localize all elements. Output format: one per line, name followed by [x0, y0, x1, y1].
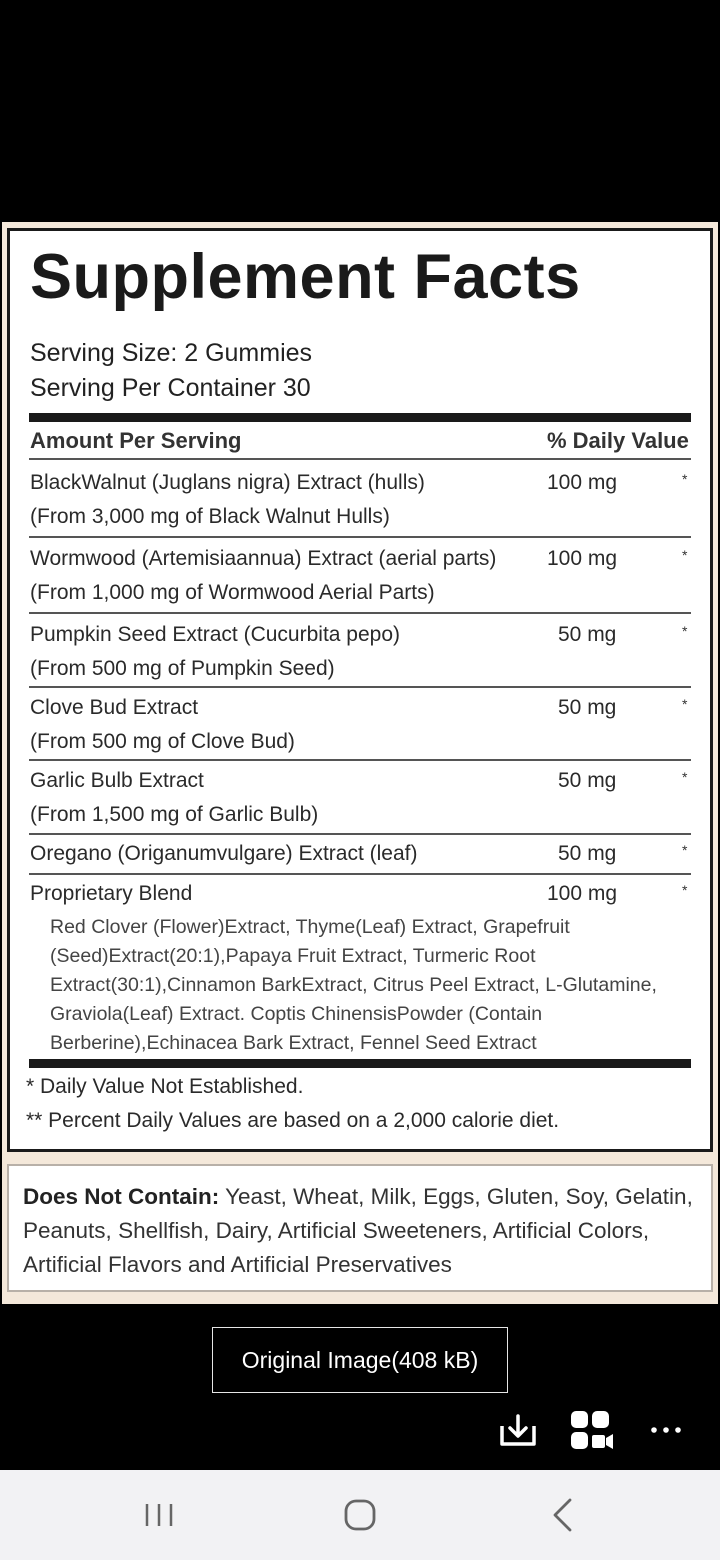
original-image-button[interactable]: Original Image(408 kB): [212, 1327, 508, 1393]
supplement-facts-panel: [7, 228, 713, 1152]
divider: [29, 458, 691, 460]
divider: [29, 833, 691, 835]
allergen-statement: [23, 1180, 713, 1282]
header-daily-value: % Daily Value: [547, 428, 689, 453]
footnote: * Daily Value Not Established.: [26, 1075, 304, 1098]
ingredient-amount: 100 mg: [547, 547, 618, 570]
divider-thick: [29, 413, 691, 422]
product-label-photo: [2, 222, 718, 1304]
servings-per-container: Serving Per Container 30: [30, 374, 311, 402]
daily-value-mark: *: [682, 769, 688, 785]
daily-value-mark: *: [682, 842, 688, 858]
allergen-list: Yeast, Wheat, Milk, Eggs, Gluten, Soy, Gelatin, Peanuts, Shellfish, Dairy, Artificial Sweeteners, Artificial Colors, Artificial Flavors and Artificial Preservatives: [23, 1184, 693, 1277]
ingredient-source: (From 3,000 mg of Black Walnut Hulls): [30, 505, 390, 528]
ingredient-source: (From 500 mg of Clove Bud): [30, 730, 295, 753]
ingredient-amount: 50 mg: [558, 842, 617, 865]
proprietary-blend-ingredients: Red Clover (Flower)Extract, Thyme(Leaf) Extract, Grapefruit (Seed)Extract(20:1),Papaya Fruit Extract, Turmeric Root Extract(30:1),Cinnamon BarkExtract, Citrus Peel Extract, L-Glutamine, Graviola(Leaf) Extract. Coptis ChinensisPowder (Contain Berberine),Echinacea Bark Extract, Fennel Seed Extract: [50, 916, 657, 1054]
divider: [29, 759, 691, 761]
header-amount-per-serving: Amount Per Serving: [30, 428, 242, 453]
ingredient-name: Pumpkin Seed Extract (Cucurbita pepo): [30, 623, 401, 646]
daily-value-mark: *: [682, 696, 688, 712]
divider-thick: [29, 1059, 691, 1068]
recent-apps-icon[interactable]: [134, 1490, 184, 1540]
download-icon[interactable]: [496, 1408, 540, 1452]
ingredient-amount: 50 mg: [558, 769, 617, 792]
ingredient-name: Clove Bud Extract: [30, 696, 199, 719]
label-title: Supplement Facts: [30, 242, 581, 312]
divider: [29, 873, 691, 875]
divider: [29, 686, 691, 688]
ingredient-name: Garlic Bulb Extract: [30, 769, 204, 792]
ingredient-amount: 100 mg: [547, 882, 618, 905]
system-navigation-bar: [0, 1470, 720, 1560]
gallery-video-icon[interactable]: [568, 1408, 612, 1452]
daily-value-mark: *: [682, 547, 688, 563]
ingredient-name: BlackWalnut (Juglans nigra) Extract (hulls): [30, 471, 425, 494]
ingredient-name: Wormwood (Artemisiaannua) Extract (aerial parts): [30, 547, 497, 570]
ingredient-amount: 50 mg: [558, 696, 617, 719]
daily-value-mark: *: [682, 471, 688, 487]
footnote: ** Percent Daily Values are based on a 2,000 calorie diet.: [26, 1109, 560, 1132]
daily-value-mark: *: [682, 623, 688, 639]
allergen-prefix: Does Not Contain:: [23, 1184, 220, 1209]
ingredient-name: Proprietary Blend: [30, 882, 193, 905]
divider: [29, 612, 691, 614]
ingredient-amount: 50 mg: [558, 623, 617, 646]
ingredient-source: (From 500 mg of Pumpkin Seed): [30, 657, 335, 680]
allergen-panel: [7, 1164, 713, 1292]
ingredient-name: Oregano (Origanumvulgare) Extract (leaf): [30, 842, 418, 865]
ingredient-amount: 100 mg: [547, 471, 618, 494]
more-icon[interactable]: [644, 1408, 688, 1452]
ingredient-source: (From 1,500 mg of Garlic Bulb): [30, 803, 319, 826]
ingredient-source: (From 1,000 mg of Wormwood Aerial Parts): [30, 581, 435, 604]
serving-size: Serving Size: 2 Gummies: [30, 339, 313, 367]
back-icon[interactable]: [538, 1490, 588, 1540]
divider: [29, 536, 691, 538]
home-icon[interactable]: [335, 1490, 385, 1540]
daily-value-mark: *: [682, 882, 688, 898]
